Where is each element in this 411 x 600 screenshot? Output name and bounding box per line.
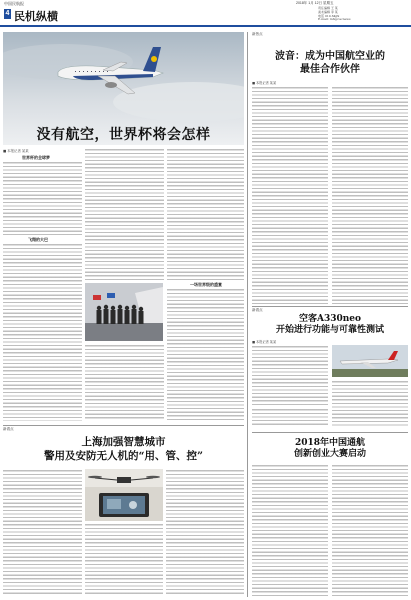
lead-col-3b	[167, 288, 244, 421]
a330-byline: ■ 本报记者 某某	[252, 340, 277, 344]
masthead-rule	[0, 25, 411, 27]
team-photo-image	[85, 283, 163, 341]
lead-col-1a	[3, 161, 82, 235]
drone-article	[3, 427, 244, 597]
staff-line: E-mail: mh@cacnews	[318, 17, 351, 22]
lead-banner	[3, 124, 244, 144]
section-number: 4	[5, 10, 10, 17]
lead-subhead-2: 飞翔的大巴	[28, 237, 48, 242]
drone-headline-line1: 上海加强智慧城市	[81, 436, 166, 448]
boeing-headline-line1: 波音：成为中国航空业的	[275, 51, 385, 62]
lead-subhead-3: 一场世界级的盛宴	[190, 282, 222, 287]
lead-col-3a	[167, 148, 244, 280]
lead-col-2a	[85, 148, 164, 280]
section-title: 民机纵横	[14, 10, 58, 23]
ga-article	[252, 434, 408, 598]
a330-col-2	[332, 380, 408, 426]
lead-banner-text: 没有航空，世界杯将会怎样	[36, 127, 211, 143]
issue-info: 2018年 1月 12日 星期五	[296, 1, 334, 5]
drone-headline	[3, 435, 244, 463]
boeing-headline	[252, 50, 408, 76]
drone-headline-line2: 警用及安防无人机的“用、管、控”	[43, 450, 204, 462]
boeing-article	[252, 32, 408, 307]
ga-rule	[252, 432, 408, 433]
staff-line: 美术编辑 李 某	[318, 9, 338, 14]
a330-headline	[252, 314, 408, 336]
lead-subhead-1: 世界杯的全球梦	[22, 155, 50, 160]
a330-col-1b	[252, 408, 328, 426]
lead-col-2b	[85, 344, 164, 421]
lead-byline: ■ 本报记者 某某	[3, 149, 29, 153]
boeing-byline: ■ 本报记者 某某	[252, 81, 277, 85]
drone-col-1	[3, 469, 82, 595]
drone-kicker: 新看点	[3, 427, 14, 431]
section-badge	[4, 9, 11, 19]
lead-photo	[3, 32, 244, 145]
drone-photo	[85, 469, 163, 521]
ga-headline-line1: 2018年中国通航	[294, 438, 366, 448]
drone-rule	[3, 425, 244, 426]
masthead	[0, 0, 411, 34]
drone-col-2	[85, 523, 163, 595]
lead-col-1b	[3, 243, 82, 421]
staff-line: 电话 010-6409	[318, 13, 340, 18]
drone-photo-image	[85, 469, 163, 521]
a330-col-1	[252, 345, 328, 405]
boeing-headline-line2: 最佳合作伙伴	[300, 64, 360, 75]
a330-photo-image	[332, 345, 408, 377]
paper-name: 中国民航报	[4, 1, 24, 6]
a330-headline-line1: 空客A330neo	[298, 314, 362, 324]
boeing-kicker: 新热点	[252, 32, 263, 36]
staff-line: 责任编辑 王 某	[318, 6, 338, 10]
ga-col-1	[252, 464, 328, 596]
team-photo	[85, 283, 163, 341]
a330-article	[252, 308, 408, 428]
ga-headline-line2: 创新创业大赛启动	[293, 449, 366, 459]
a330-headline-line2: 开始进行功能与可靠性测试	[275, 325, 384, 335]
column-divider	[247, 32, 248, 597]
drone-col-3	[166, 469, 244, 595]
boeing-col-2	[332, 86, 408, 304]
a330-kicker: 新看点	[252, 308, 263, 312]
a330-photo	[332, 345, 408, 377]
a330-rule	[252, 306, 408, 307]
boeing-col-1	[252, 86, 328, 304]
ga-headline	[252, 438, 408, 460]
staff-box	[318, 7, 406, 23]
ga-col-2	[332, 464, 408, 596]
